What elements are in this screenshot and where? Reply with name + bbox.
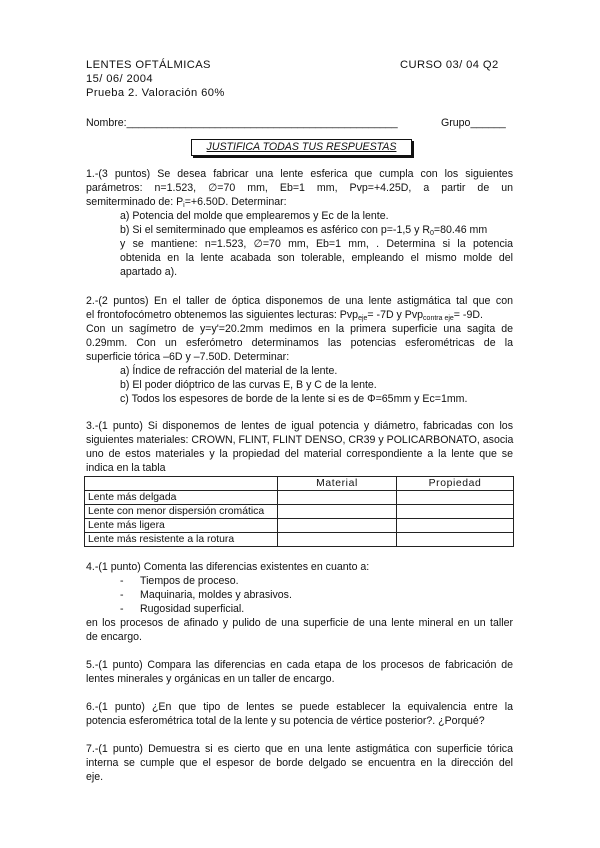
q1-line-3-text: semiterminado de: P (86, 196, 184, 208)
group-field[interactable]: Grupo______ (441, 117, 506, 129)
q1-item-b-4: apartado a). (120, 266, 178, 278)
q2-line-1: 2.-(2 puntos) En el taller de óptica disponemos de una lente astigmática tal que con (86, 295, 513, 307)
table-cell-propiedad[interactable] (397, 533, 514, 547)
q1-line-2: parámetros: n=1.523, ∅=70 mm, Eb=1 mm, Pvp=+4.25D, a partir de un (86, 182, 513, 194)
q4-item-2: Maquinaria, moldes y abrasivos. (140, 589, 292, 601)
q2-line-5: superficie tórica –6D y –7.50D. Determinar: (86, 351, 290, 363)
q7-line-3: eje. (86, 771, 104, 783)
table-row-label: Lente con menor dispersión cromática (85, 505, 278, 519)
exam-date: 15/ 06/ 2004 (86, 73, 154, 85)
materials-table (84, 476, 514, 547)
q4-bullet: - (120, 575, 124, 587)
q3-line-1: 3.-(1 punto) Si disponemos de lentes de igual potencia y diámetro, fabricadas con los (86, 420, 513, 432)
table-row (85, 505, 514, 519)
q4-item-3: Rugosidad superficial. (140, 603, 245, 615)
q4-line-1: 4.-(1 punto) Comenta las diferencias existentes en cuanto a: (86, 561, 370, 573)
table-cell-propiedad[interactable] (397, 519, 514, 533)
q1-item-b-2: y se mantiene: n=1.523, ∅=70 mm, Eb=1 mm, . Determina si la potencia (120, 238, 513, 250)
q6-line-1: 6.-(1 punto) ¿En que tipo de lentes se puede establecer la equivalencia entre la (86, 701, 513, 713)
table-row-label: Lente más delgada (85, 491, 278, 505)
table-row (85, 533, 514, 547)
q2-line-2-text: el frontofocómetro obtenemos las siguientes lecturas: Pvp (86, 309, 359, 321)
q7-line-1: 7.-(1 punto) Demuestra si es cierto que en una lente astigmática con superficie tórica (86, 743, 513, 755)
table-header-propiedad: Propiedad (397, 477, 514, 491)
q7-line-2: interna se cumple que el espesor de borde delgado se encuentra en la dirección del (86, 757, 513, 769)
q2-item-a: a) Índice de refracción del material de la lente. (120, 365, 338, 377)
q3-line-3: uno de estos materiales y la propiedad del material correspondiente a la lente que se (86, 448, 513, 460)
instruction-banner: JUSTIFICA TODAS TUS RESPUESTAS (191, 139, 412, 156)
q2-item-b: b) El poder dióptrico de las curvas E, B y C de la lente. (120, 379, 377, 391)
table-header-row (85, 477, 514, 491)
q4-item-1: Tiempos de proceso. (140, 575, 239, 587)
q1-item-b-3: obtenida en la lente acabada son tolerable, empleando el mismo molde del (120, 252, 513, 264)
table-cell-material[interactable] (278, 505, 397, 519)
q2-line-2-text-mid: = -7D y Pvp (367, 309, 424, 321)
doc-title: LENTES OFTÁLMICAS (86, 59, 211, 71)
table-header-cell (85, 477, 278, 491)
table-row-label: Lente más resistente a la rotura (85, 533, 278, 547)
table-cell-material[interactable] (278, 533, 397, 547)
table-cell-material[interactable] (278, 519, 397, 533)
q2-line-2-sub-contra: contra eje (423, 315, 454, 322)
course-label: CURSO 03/ 04 Q2 (400, 59, 499, 71)
q2-item-c: c) Todos los espesores de borde de la lente si es de Φ=65mm y Ec=1mm. (120, 393, 468, 405)
q1-item-b-subscript: 0 (430, 230, 434, 237)
table-cell-propiedad[interactable] (397, 505, 514, 519)
q1-line-1: 1.-(3 puntos) Se desea fabricar una lente esferica que cumpla con los siguientes (86, 168, 513, 180)
test-label: Prueba 2. Valoración 60% (86, 87, 225, 99)
table-row-label: Lente más ligera (85, 519, 278, 533)
name-field[interactable]: Nombre:______________________________________________ (86, 117, 398, 129)
q1-item-b-text-end: =80.46 mm (433, 224, 488, 236)
q4-bullet: - (120, 603, 124, 615)
q2-line-2-text-end: = -9D. (453, 309, 483, 321)
table-cell-material[interactable] (278, 491, 397, 505)
table-cell-propiedad[interactable] (397, 491, 514, 505)
table-row (85, 491, 514, 505)
q4-line-3: de encargo. (86, 631, 142, 643)
q1-item-a: a) Potencia del molde que emplearemos y Ec de la lente. (120, 210, 389, 222)
table-row (85, 519, 514, 533)
q2-line-4: 0.29mm. Con un esferómetro determinamos las potencias esferométricas de la (86, 337, 513, 349)
q1-line-3-subscript: i (183, 202, 185, 209)
q5-line-2: lentes minerales y orgánicas en un taller de encargo. (86, 673, 335, 685)
q2-line-3: Con un sagímetro de y=y'=20.2mm medimos en la primera superficie una sagita de (86, 323, 513, 335)
q3-line-4: indica en la tabla (86, 462, 166, 474)
q1-line-3-text-end: =+6.50D. Determinar: (184, 196, 287, 208)
q3-line-2: siguientes materiales: CROWN, FLINT, FLINT DENSO, CR39 y POLICARBONATO, asocia (86, 434, 514, 446)
q5-line-1: 5.-(1 punto) Compara las diferencias en cada etapa de los procesos de fabricación de (86, 659, 513, 671)
q4-line-2: en los procesos de afinado y pulido de una superficie de una lente mineral en un taller (86, 617, 513, 629)
q4-bullet: - (120, 589, 124, 601)
table-header-material: Material (278, 477, 397, 491)
q2-line-2-sub-eje: eje (358, 315, 368, 322)
q6-line-2: potencia esferométrica total de la lente y su potencia de vértice posterior?. ¿Porqué? (86, 715, 485, 727)
q1-item-b-text: b) Si el semiterminado que empleamos es asférico con p=-1,5 y R (120, 224, 431, 236)
